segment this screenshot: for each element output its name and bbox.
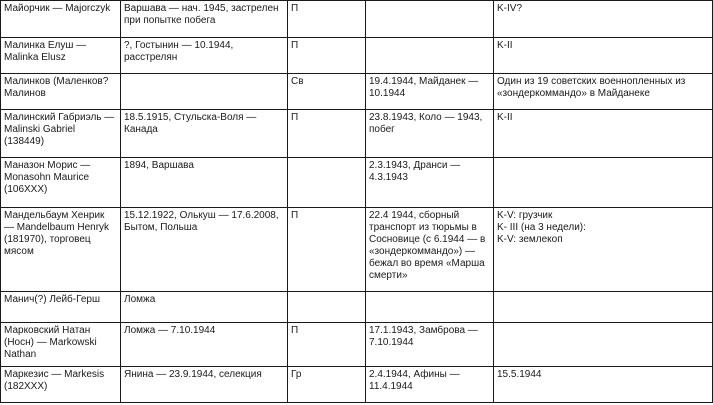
table-row <box>1 110 713 158</box>
cell-birth-death: 1894, Варшава <box>121 158 288 208</box>
cell-birth-death <box>121 74 288 110</box>
cell-notes: Один из 19 советских военнопленных из «зондеркоммандо» в Майданеке <box>494 74 713 110</box>
cell-nationality: П <box>288 1 366 38</box>
cell-transport: 19.4.1944, Майданек — 10.1944 <box>366 74 494 110</box>
cell-transport: 2.4.1944, Афины — 11.4.1944 <box>366 367 494 403</box>
cell-transport: 23.8.1943, Коло — 1943, побег <box>366 110 494 158</box>
table-row <box>1 158 713 208</box>
cell-name: Марковский Натан (Носн) — Markowski Nathan <box>1 323 121 367</box>
cell-notes <box>494 323 713 367</box>
cell-transport <box>366 292 494 323</box>
table-row <box>1 323 713 367</box>
cell-nationality <box>288 158 366 208</box>
cell-notes: K-II <box>494 110 713 158</box>
cell-birth-death: Ломжа — 7.10.1944 <box>121 323 288 367</box>
cell-birth-death: 18.5.1915, Стульска-Воля — Канада <box>121 110 288 158</box>
cell-nationality <box>288 292 366 323</box>
table-row <box>1 38 713 74</box>
cell-nationality: П <box>288 110 366 158</box>
cell-notes: K-II <box>494 38 713 74</box>
cell-birth-death: Варшава — нач. 1945, застрелен при попытке побега <box>121 1 288 38</box>
cell-birth-death: Ломжа <box>121 292 288 323</box>
table-row <box>1 1 713 38</box>
cell-transport: 22.4 1944, сборный транспорт из тюрьмы в Сосновице (с 6.1944 — в «зондеркоммандо») — бежал во время «Марша смерти» <box>366 208 494 292</box>
cell-birth-death: Янина — 23.9.1944, селекция <box>121 367 288 403</box>
cell-name: Манич(?) Лейб-Герш <box>1 292 121 323</box>
cell-nationality: П <box>288 323 366 367</box>
table-row <box>1 367 713 403</box>
cell-name: Маназон Морис — Monasohn Maurice (106XXX) <box>1 158 121 208</box>
cell-transport: 17.1.1943, Замброва — 7.10.1944 <box>366 323 494 367</box>
cell-nationality: Св <box>288 74 366 110</box>
table-row <box>1 292 713 323</box>
cell-nationality: Гр <box>288 367 366 403</box>
cell-notes: K-V: грузчик K- III (на 3 недели): K-V: землекоп <box>494 208 713 292</box>
cell-name: Малинский Габриэль — Malinski Gabriel (138449) <box>1 110 121 158</box>
cell-notes: 15.5.1944 <box>494 367 713 403</box>
cell-nationality: П <box>288 208 366 292</box>
cell-name: Малинков (Маленков? Малинов <box>1 74 121 110</box>
cell-name: Маркезис — Markesis (182XXX) <box>1 367 121 403</box>
cell-name: Малинка Елуш — Malinka Elusz <box>1 38 121 74</box>
cell-transport: 2.3.1943, Дранси — 4.3.1943 <box>366 158 494 208</box>
cell-birth-death: ?, Гостынин — 10.1944, расстрелян <box>121 38 288 74</box>
cell-transport <box>366 1 494 38</box>
table-row <box>1 74 713 110</box>
cell-notes <box>494 158 713 208</box>
cell-name: Мандельбаум Хенрик — Mandelbaum Henryk (181970), торговец мясом <box>1 208 121 292</box>
cell-name: Майорчик — Majorczyk <box>1 1 121 38</box>
table-row <box>1 208 713 292</box>
cell-birth-death: 15.12.1922, Олькуш — 17.6.2008, Бытом, Польша <box>121 208 288 292</box>
cell-nationality: П <box>288 38 366 74</box>
cell-notes: K-IV? <box>494 1 713 38</box>
cell-transport <box>366 38 494 74</box>
cell-notes <box>494 292 713 323</box>
